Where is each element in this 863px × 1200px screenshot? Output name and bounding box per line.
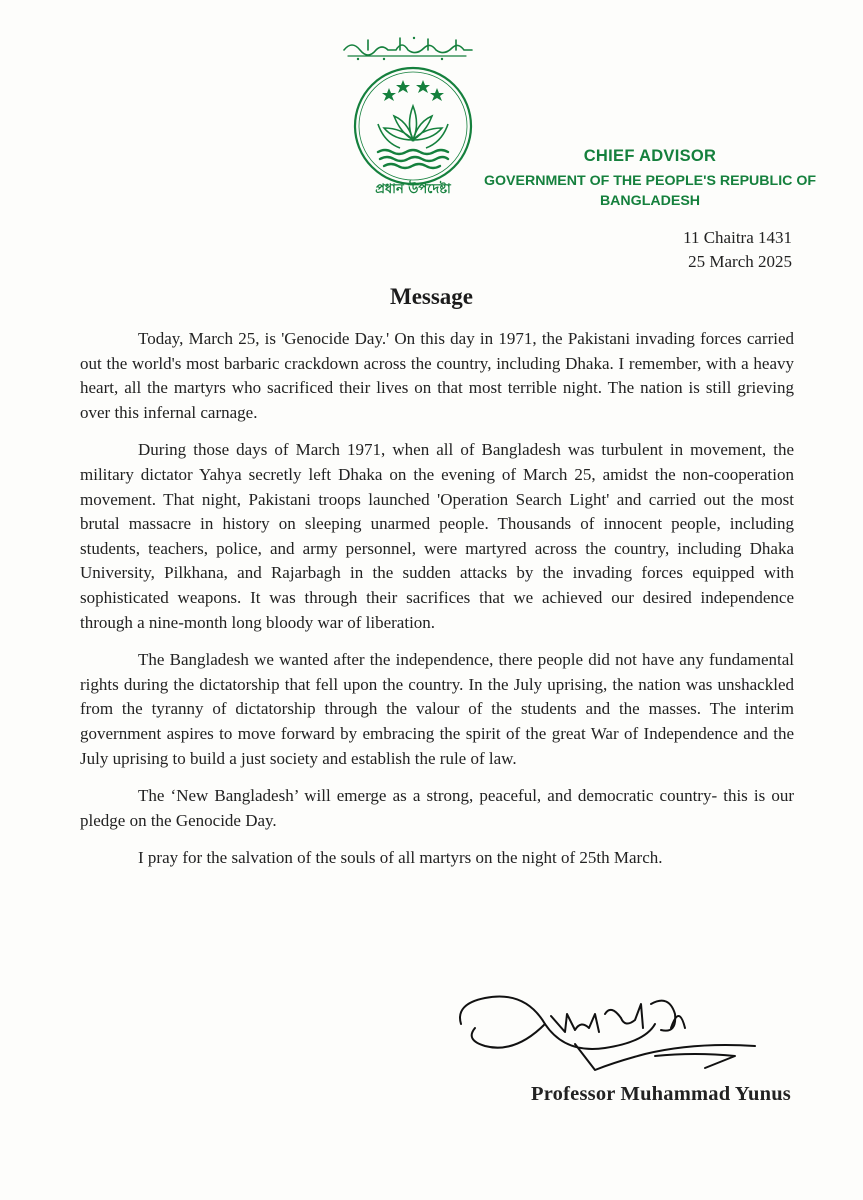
date-bengali: 11 Chaitra 1431 (683, 228, 792, 247)
message-body (80, 327, 794, 884)
message-paragraph: The ‘New Bangladesh’ will emerge as a strong, peaceful, and democratic country- this is our pledge on the Genocide Day. (80, 786, 794, 830)
message-paragraph: I pray for the salvation of the souls of all martyrs on the night of 25th March. (138, 848, 663, 868)
bismillah-calligraphy (338, 34, 478, 62)
government-emblem (348, 66, 478, 196)
page-title: Message (389, 284, 474, 309)
emblem-caption: প্রধান উপদেষ্টা (375, 182, 451, 196)
message-paragraph: The Bangladesh we wanted after the independence, there people did not have any fundamental rights during the dictatorship that fell upon the country. In the July uprising, the nation was unshackled from the tyranny of dictatorship through the valour of the students and the masses. The interim government aspires to move forward by embracing the spirit of the great War of Independence and the July uprising to build a just society and establish the rule of law. (80, 650, 794, 768)
signer-name: Professor Muhammad Yunus (531, 1083, 791, 1105)
country-line: BANGLADESH (599, 193, 701, 209)
message-paragraph: During those days of March 1971, when all of Bangladesh was turbulent in movement, the military dictator Yahya secretly left Dhaka on the evening of March 25, amidst the non-cooperation movement. That night, Pakistani troops launched 'Operation Search Light' and carried out the most brutal massacre in history on sleeping unarmed people. Thousands of innocent people, including students, teachers, police, and army personnel, were martyred across the country, including Dhaka University, Pilkhana, and Rajarbagh in the sudden attacks by the invading forces equipped with sophisticated weapons. It was through their sacrifices that we achieved our desired independence through a nine-month long bloody war of liberation. (80, 440, 794, 632)
signature (455, 984, 785, 1084)
letterhead (480, 146, 820, 210)
office-title: CHIEF ADVISOR (583, 147, 717, 165)
letter-dates (683, 226, 792, 274)
date-gregorian: 25 March 2025 (688, 252, 792, 271)
message-paragraph: Today, March 25, is 'Genocide Day.' On this day in 1971, the Pakistani invading forces carried out the world's most barbaric crackdown across the country, including Dhaka. I remember, with a heavy heart, all the martyrs who sacrificed their lives on that most terrible night. The nation is still grieving over this infernal carnage. (80, 329, 794, 422)
government-line: GOVERNMENT OF THE PEOPLE'S REPUBLIC OF (483, 173, 817, 189)
